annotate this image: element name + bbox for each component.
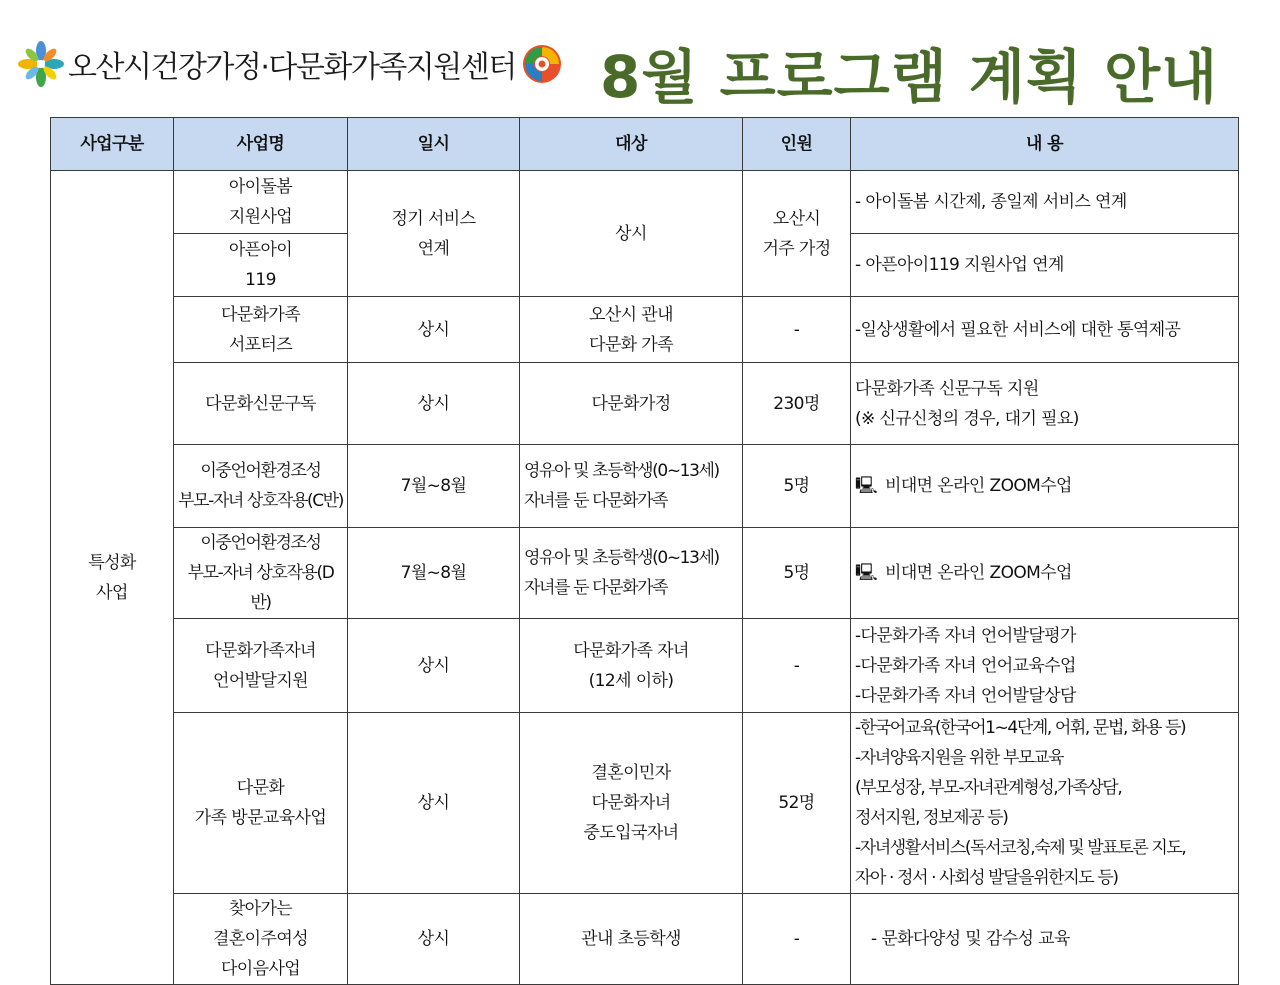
content-line: -다문화가족 자녀 언어발달상담: [855, 685, 1076, 706]
program-name-line: 아이돌봄: [228, 177, 293, 197]
date-cell: 상시: [348, 297, 520, 363]
count-cell: [743, 171, 851, 297]
program-name-cell: [174, 171, 348, 234]
content-cell: [851, 363, 1239, 445]
content-line: 비대면 온라인 ZOOM수업: [885, 476, 1072, 496]
program-name-line: 이중언어환경조성: [200, 533, 321, 553]
column-header-date: 일시: [348, 118, 520, 171]
count-line: 오산시: [772, 208, 821, 229]
count-cell: -: [743, 619, 851, 713]
page-header: [0, 0, 1280, 116]
content-line: - 문화다양성 및 감수성 교육: [871, 929, 1070, 949]
column-header-target: 대상: [520, 118, 743, 171]
program-name-line: 서포터즈: [228, 334, 293, 355]
target-cell: [520, 445, 743, 528]
target-line: 결혼이민자: [591, 763, 671, 783]
category-line: 특성화: [88, 552, 136, 573]
target-line: 다문화가족 자녀: [573, 640, 689, 661]
content-cell: [851, 234, 1239, 297]
date-line: 정기 서비스: [391, 208, 476, 229]
target-cell: [520, 619, 743, 713]
target-line: 영유아 및 초등학생(0~13세): [524, 461, 719, 481]
content-line: -자녀양육지원을 위한 부모교육: [855, 748, 1064, 768]
table-row: [51, 713, 1239, 894]
content-line: 자아 · 정서 · 사회성 발달을위한지도 등): [855, 868, 1118, 888]
target-line: 관내 초등학생: [581, 929, 681, 949]
program-name-line: 119: [245, 270, 276, 290]
date-cell: 7월~8월: [348, 445, 520, 528]
target-line: 다문화자녀: [591, 793, 671, 813]
program-name-cell: [174, 445, 348, 528]
content-line: -다문화가족 자녀 언어교육수업: [855, 655, 1076, 676]
program-name-line: 다이음사업: [220, 959, 301, 979]
content-cell: [851, 445, 1239, 528]
count-cell: -: [743, 894, 851, 985]
date-line: 연계: [417, 238, 450, 259]
category-cell: [51, 171, 174, 985]
program-name-cell: [174, 234, 348, 297]
target-line: 다문화 가족: [589, 334, 673, 355]
target-cell: [520, 894, 743, 985]
category-line: 사업: [96, 582, 128, 603]
content-line: -한국어교육(한국어1~4단계, 어휘, 문법, 화용 등): [855, 718, 1186, 738]
content-cell: [851, 297, 1239, 363]
target-cell: [520, 297, 743, 363]
target-cell: [520, 171, 743, 297]
program-name-line: 다문화가족자녀: [205, 640, 316, 661]
program-name-cell: [174, 297, 348, 363]
program-name-cell: [174, 619, 348, 713]
content-cell: [851, 528, 1239, 619]
content-cell: [851, 619, 1239, 713]
column-header-content: 내 용: [851, 118, 1239, 171]
table-row: [51, 171, 1239, 234]
content-line: (부모성장, 부모-자녀관계형성,가족상담,: [855, 778, 1122, 798]
program-name-line: 부모-자녀 상호작용(D반): [187, 563, 334, 613]
content-line: (※ 신규신청의 경우, 대기 필요): [855, 408, 1079, 429]
table-row: [51, 894, 1239, 985]
target-line: 다문화가정: [591, 393, 671, 414]
content-cell: [851, 713, 1239, 894]
target-line: (12세 이하): [588, 670, 674, 691]
program-name-line: 지원사업: [228, 207, 293, 227]
monitor-icon: 🖳: [855, 563, 878, 583]
content-cell: [851, 894, 1239, 985]
table-row: [51, 363, 1239, 445]
program-name-line: 다문화가족: [220, 304, 301, 325]
program-name-line: 다문화: [236, 778, 285, 798]
program-name-cell: [174, 528, 348, 619]
date-cell: 7월~8월: [348, 528, 520, 619]
program-name-cell: [174, 894, 348, 985]
content-cell: [851, 171, 1239, 234]
date-cell: 상시: [348, 619, 520, 713]
program-name-line: 찾아가는: [228, 899, 293, 919]
target-line: 영유아 및 초등학생(0~13세): [524, 548, 719, 568]
content-line: - 아픈아이119 지원사업 연계: [855, 255, 1064, 275]
page-title: 8월 프로그램 계획 안내: [600, 43, 1219, 111]
date-cell: 상시: [348, 713, 520, 894]
center-name: 오산시건강가정·다문화가족지원센터: [68, 50, 516, 85]
target-line: 오산시 관내: [589, 304, 673, 325]
swirl-logo-icon: [520, 42, 564, 86]
column-header-count: 인원: [743, 118, 851, 171]
count-cell: -: [743, 297, 851, 363]
program-name-line: 다문화신문구독: [205, 393, 316, 414]
content-line: 비대면 온라인 ZOOM수업: [885, 563, 1072, 583]
center-logo: [18, 34, 564, 94]
date-cell: [348, 171, 520, 297]
content-line: - 아이돌봄 시간제, 종일제 서비스 연계: [855, 192, 1127, 212]
target-line: 자녀를 둔 다문화가족: [524, 491, 668, 511]
target-cell: [520, 363, 743, 445]
count-line: 거주 가정: [762, 238, 831, 259]
content-line: 다문화가족 신문구독 지원: [855, 378, 1039, 399]
table-row: [51, 619, 1239, 713]
count-cell: 5명: [743, 528, 851, 619]
program-name-line: 이중언어환경조성: [200, 461, 321, 481]
date-cell: 상시: [348, 894, 520, 985]
count-cell: 52명: [743, 713, 851, 894]
program-name-line: 결혼이주여성: [213, 929, 308, 949]
content-line: -자녀생활서비스(독서코칭,숙제 및 발표토론 지도,: [855, 838, 1186, 858]
table-row: [51, 528, 1239, 619]
program-name-cell: [174, 363, 348, 445]
target-cell: [520, 713, 743, 894]
count-cell: 230명: [743, 363, 851, 445]
program-name-line: 가족 방문교육사업: [194, 808, 327, 828]
program-name-line: 부모-자녀 상호작용(C반): [178, 491, 343, 511]
program-name-cell: [174, 713, 348, 894]
monitor-icon: 🖳: [855, 476, 878, 496]
column-header-name: 사업명: [174, 118, 348, 171]
program-name-line: 아픈아이: [228, 240, 293, 260]
program-name-line: 언어발달지원: [213, 670, 308, 691]
table-header-row: [51, 118, 1239, 171]
content-line: 정서지원, 정보제공 등): [855, 808, 1008, 828]
target-cell: [520, 528, 743, 619]
flower-logo-icon: [18, 41, 64, 87]
date-cell: 상시: [348, 363, 520, 445]
count-cell: 5명: [743, 445, 851, 528]
column-header-category: 사업구분: [51, 118, 174, 171]
content-line: -일상생활에서 필요한 서비스에 대한 통역제공: [855, 319, 1181, 340]
target-line: 상시: [615, 223, 647, 244]
target-line: 자녀를 둔 다문화가족: [524, 578, 668, 598]
program-plan-table: [50, 117, 1239, 985]
table-row: [51, 445, 1239, 528]
target-line: 중도입국자녀: [583, 823, 679, 843]
content-line: -다문화가족 자녀 언어발달평가: [855, 625, 1076, 646]
table-row: [51, 297, 1239, 363]
